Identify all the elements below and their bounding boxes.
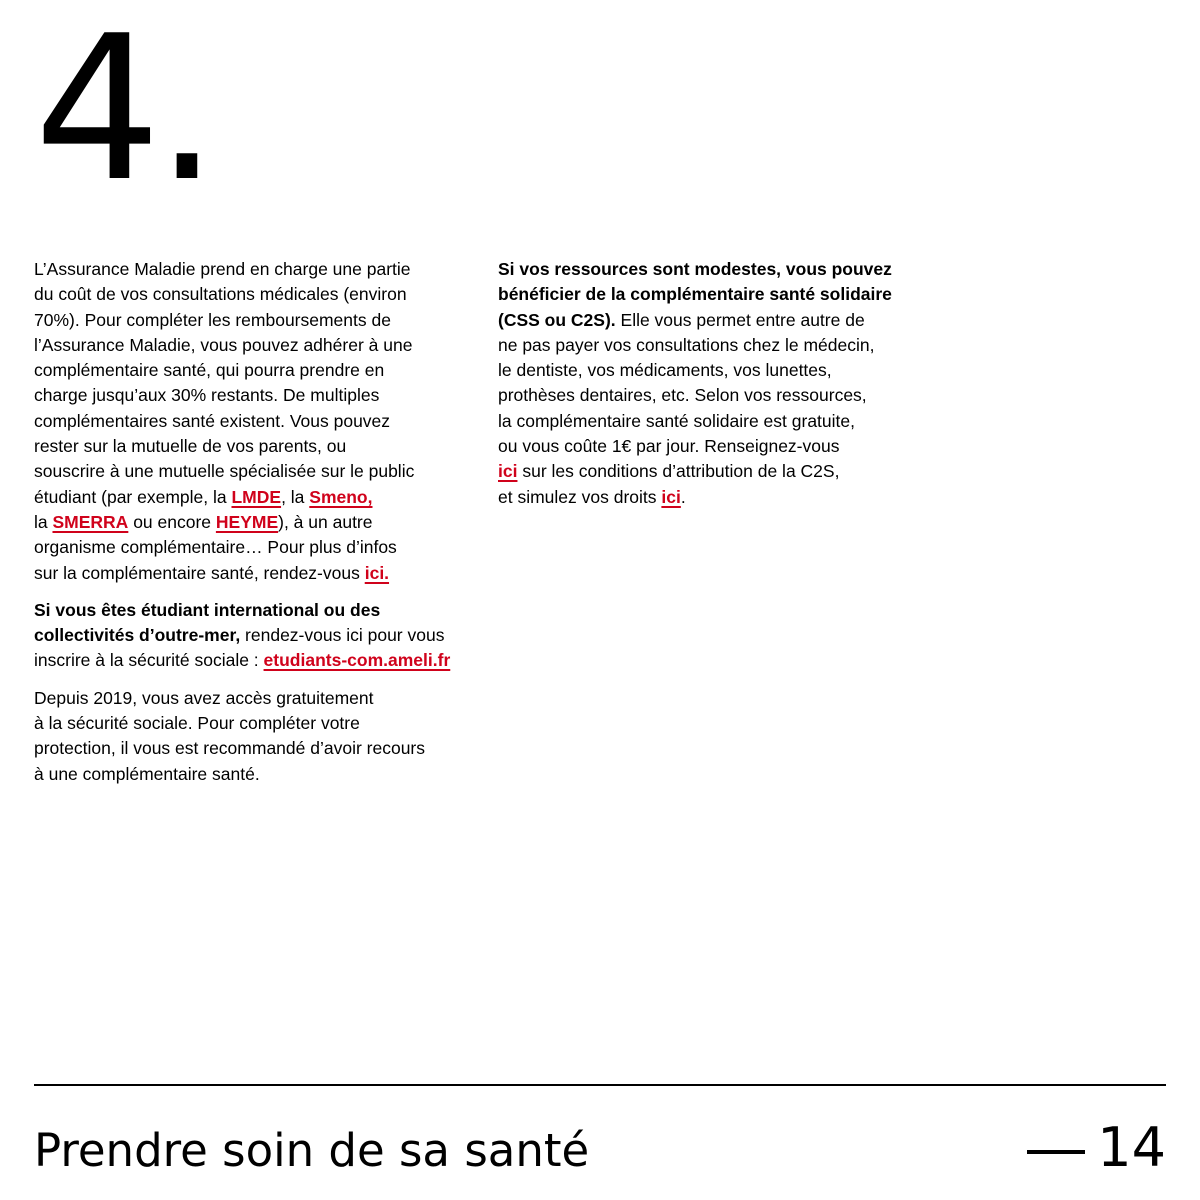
text-fragment: rendez-vous ici pour vous: [240, 625, 445, 646]
text-line: [34, 561, 489, 586]
text-line: prothèses dentaires, etc. Selon vos ressources,: [498, 385, 867, 406]
text-line: [498, 459, 928, 484]
em-dash: [1027, 1150, 1085, 1154]
text-fragment: , la: [281, 486, 310, 507]
text-line: le dentiste, vos médicaments, vos lunettes,: [498, 360, 832, 381]
text-line: [34, 510, 489, 535]
paragraph-international: [34, 598, 489, 674]
page-number: [1027, 1116, 1166, 1180]
text-fragment: sur la complémentaire santé, rendez-vous: [34, 562, 365, 583]
text-fragment: ou encore: [128, 511, 216, 532]
ameli-link[interactable]: etudiants-com.ameli.fr: [263, 650, 451, 671]
text-line: [498, 308, 928, 333]
text-fragment: (CSS ou C2S).: [498, 309, 616, 330]
text-line: ou vous coûte 1€ par jour. Renseignez-vous: [498, 436, 840, 457]
smeno-link[interactable]: Smeno,: [309, 486, 373, 507]
c2s-conditions-link[interactable]: ici: [498, 461, 518, 482]
paragraph-css: [498, 257, 928, 510]
text-line: souscrire à une mutuelle spécialisée sur le public: [34, 461, 415, 482]
text-fragment: étudiant (par exemple, la: [34, 486, 232, 507]
text-line: l’Assurance Maladie, vous pouvez adhérer à une: [34, 334, 413, 355]
text-line: Si vous êtes étudiant international ou des: [34, 599, 381, 620]
lmde-link[interactable]: LMDE: [231, 486, 282, 507]
text-fragment: sur les conditions d’attribution de la C2S,: [517, 461, 840, 482]
footer-divider: [34, 1084, 1166, 1086]
text-line: [498, 485, 928, 510]
smerra-link[interactable]: SMERRA: [52, 511, 129, 532]
text-fragment: ), à un autre: [278, 511, 373, 532]
text-line: protection, il vous est recommandé d’avoir recours: [34, 738, 426, 759]
text-line: complémentaires santé existent. Vous pouvez: [34, 410, 391, 431]
text-line: [34, 648, 489, 673]
left-column: [34, 257, 489, 799]
text-line: à une complémentaire santé.: [34, 763, 260, 784]
text-line: du coût de vos consultations médicales (environ: [34, 284, 407, 305]
page-number-value: 14: [1097, 1116, 1166, 1179]
text-fragment: .: [680, 486, 686, 507]
text-line: [34, 623, 489, 648]
footer-title: Prendre soin de sa santé: [34, 1124, 590, 1177]
paragraph-complementaire: [34, 257, 489, 586]
text-line: [34, 485, 489, 510]
complementaire-info-link[interactable]: ici.: [364, 562, 390, 583]
text-line: Si vos ressources sont modestes, vous pouvez: [498, 259, 892, 279]
text-line: charge jusqu’aux 30% restants. De multiples: [34, 385, 380, 406]
text-fragment: collectivités d’outre-mer,: [34, 625, 241, 646]
text-fragment: la: [34, 511, 53, 532]
text-line: Depuis 2019, vous avez accès gratuitement: [34, 687, 374, 708]
text-line: la complémentaire santé solidaire est gratuite,: [498, 410, 855, 431]
right-column: [498, 257, 928, 522]
text-fragment: Elle vous permet entre autre de: [615, 309, 865, 330]
text-line: organisme complémentaire… Pour plus d’infos: [34, 537, 397, 558]
paragraph-securite-sociale: [34, 686, 489, 787]
text-line: rester sur la mutuelle de vos parents, ou: [34, 436, 347, 457]
text-line: 70%). Pour compléter les remboursements de: [34, 309, 391, 330]
text-line: bénéficier de la complémentaire santé solidaire: [498, 284, 892, 305]
simulate-rights-link[interactable]: ici: [661, 486, 681, 507]
text-line: ne pas payer vos consultations chez le médecin,: [498, 334, 875, 355]
text-line: à la sécurité sociale. Pour compléter votre: [34, 713, 360, 734]
text-fragment: inscrire à la sécurité sociale :: [34, 650, 264, 671]
heyme-link[interactable]: HEYME: [215, 511, 279, 532]
section-number: 4.: [34, 0, 213, 226]
text-line: L’Assurance Maladie prend en charge une partie: [34, 259, 411, 279]
text-fragment: et simulez vos droits: [498, 486, 662, 507]
text-line: complémentaire santé, qui pourra prendre en: [34, 360, 385, 381]
